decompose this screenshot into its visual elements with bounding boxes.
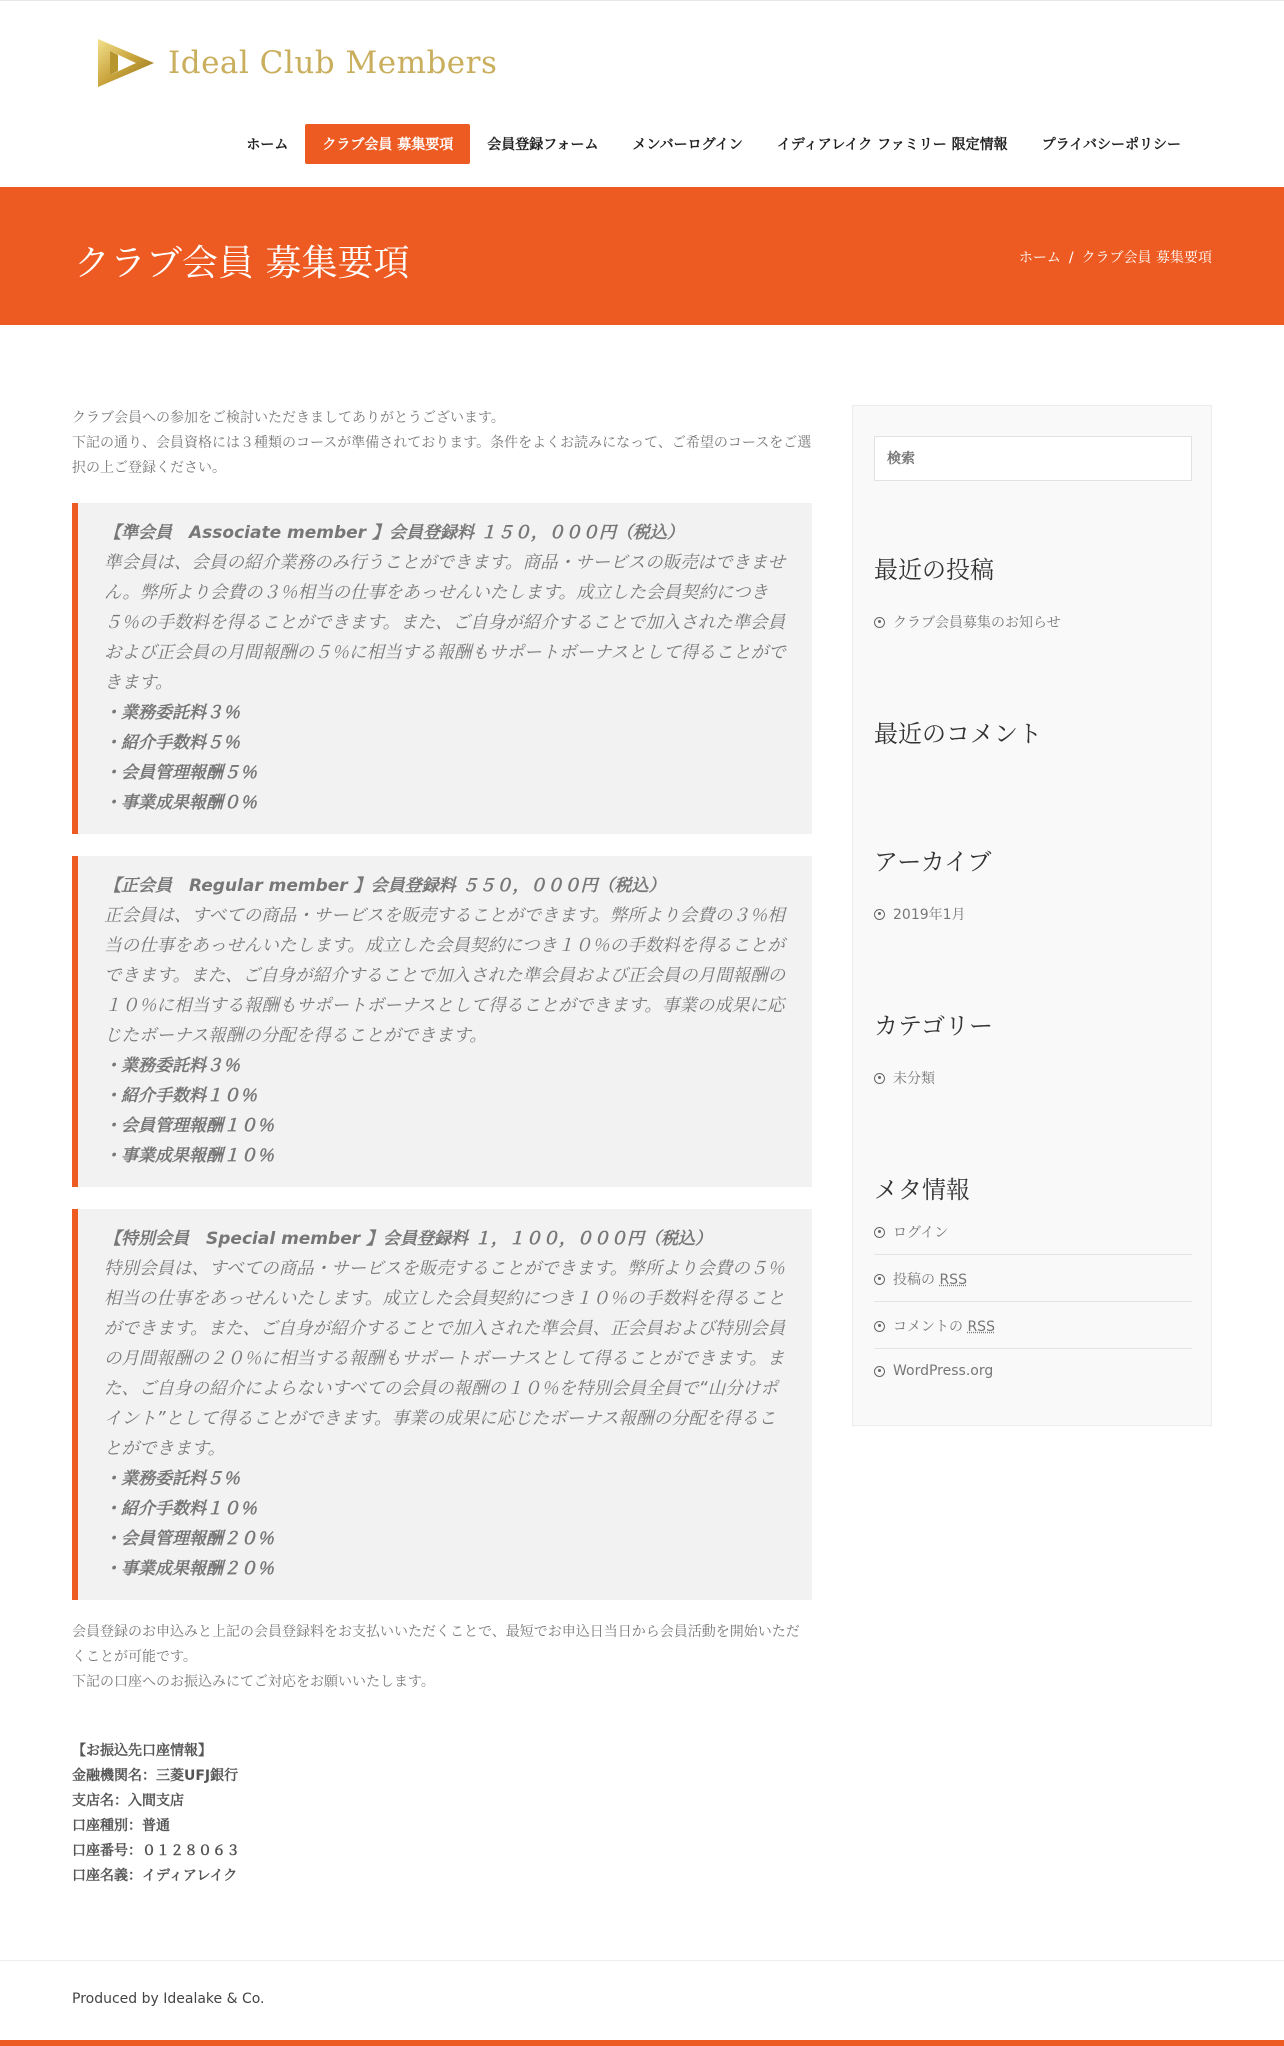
meta-divider — [874, 1348, 1192, 1349]
plan-item: ・事業成果報酬１０％ — [104, 1146, 274, 1166]
logo-triangle-icon — [96, 35, 156, 91]
bank-info — [72, 1739, 812, 1889]
meta-comments-rss-link[interactable] — [874, 1316, 1192, 1336]
site-logo[interactable] — [96, 35, 497, 91]
nav-registration-form[interactable]: 会員登録フォーム — [487, 137, 599, 153]
circle-bullet-icon — [874, 1321, 885, 1332]
nav-club-recruitment[interactable]: クラブ会員 募集要項 — [305, 124, 470, 164]
page-title: クラブ会員 募集要項 — [74, 243, 410, 284]
intro-line-1: クラブ会員への参加をご検討いただきましてありがとうございます。 — [72, 410, 505, 426]
plan-item: ・業務委託料３％ — [104, 1056, 240, 1076]
circle-bullet-icon — [874, 1274, 885, 1285]
plan-item: ・事業成果報酬０％ — [104, 793, 257, 813]
circle-bullet-icon — [874, 1366, 885, 1377]
bank-branch: 支店名：入間支店 — [72, 1793, 184, 1809]
meta-wordpress-label: WordPress.org — [893, 1363, 994, 1379]
archive-link[interactable] — [874, 904, 1192, 924]
main-content — [72, 406, 812, 1889]
recent-post-label: クラブ会員募集のお知らせ — [893, 615, 1061, 631]
plan-body: 正会員は、すべての商品・サービスを販売することができます。弊所より会費の３％相当の仕事をあっせんいたします。成立した会員契約につき１０％の手数料を得ることができます。また、ご自身が紹介することで加入された準会員および正会員の月間報酬の１０％に相当する報酬もサポートボーナスとして得ることができます。事業の成果に応じたボーナス報酬の分配を得ることができます。 — [104, 906, 786, 1046]
plan-item: ・紹介手数料１０％ — [104, 1086, 257, 1106]
archives-title: アーカイブ — [874, 848, 992, 876]
category-label: 未分類 — [893, 1071, 935, 1087]
plan-item: ・会員管理報酬１０％ — [104, 1116, 274, 1136]
plan-item: ・会員管理報酬２０％ — [104, 1529, 274, 1549]
breadcrumb-current: クラブ会員 募集要項 — [1081, 250, 1212, 266]
plan-item: ・業務委託料３％ — [104, 703, 240, 723]
plan-associate — [72, 503, 812, 834]
page-title-bar — [0, 187, 1284, 325]
bank-account-holder: 口座名義：イディアレイク — [72, 1868, 238, 1884]
intro-line-2: 下記の通り、会員資格には３種類のコースが準備されております。条件をよくお読みになって、ご希望のコースをご選択の上ご登録ください。 — [72, 435, 812, 476]
meta-posts-rss-link[interactable] — [874, 1269, 1192, 1289]
bank-account-number: 口座番号：０１２８０６３ — [72, 1843, 240, 1859]
breadcrumb-separator: / — [1068, 250, 1074, 266]
meta-login-link[interactable] — [874, 1222, 1192, 1242]
circle-bullet-icon — [874, 909, 885, 920]
payment-notice-line: 下記の口座へのお振込みにてご対応をお願いいたします。 — [72, 1674, 435, 1690]
search-input[interactable] — [874, 436, 1192, 481]
sidebar — [852, 405, 1212, 1426]
circle-bullet-icon — [874, 1073, 885, 1084]
plan-special — [72, 1209, 812, 1600]
meta-posts-rss-label: 投稿の RSS — [893, 1272, 967, 1288]
circle-bullet-icon — [874, 617, 885, 628]
recent-posts-title: 最近の投稿 — [874, 556, 994, 584]
nav-home[interactable]: ホーム — [246, 137, 289, 153]
bank-info-heading: 【お振込先口座情報】 — [72, 1743, 212, 1759]
archive-label: 2019年1月 — [893, 907, 966, 923]
meta-login-label: ログイン — [893, 1225, 949, 1241]
breadcrumb — [1019, 247, 1212, 267]
nav-privacy-policy[interactable]: プライバシーポリシー — [1041, 137, 1181, 153]
categories-title: カテゴリー — [874, 1012, 994, 1040]
footer-accent-bar — [0, 2040, 1284, 2046]
recent-post-link[interactable] — [874, 612, 1192, 632]
meta-wordpress-link[interactable] — [874, 1363, 1192, 1379]
logo-text: Ideal Club Members — [168, 45, 498, 81]
bank-account-type: 口座種別：普通 — [72, 1818, 170, 1834]
plan-heading: 【特別会員 Special member 】会員登録料 １，１００，０００円（税込） — [104, 1229, 712, 1249]
plan-item: ・紹介手数料１０％ — [104, 1499, 257, 1519]
recent-comments-title: 最近のコメント — [874, 720, 1042, 748]
meta-title: メタ情報 — [874, 1176, 970, 1204]
payment-notice — [72, 1620, 812, 1695]
plan-heading: 【正会員 Regular member 】会員登録料 ５５０，０００円（税込） — [104, 876, 666, 896]
plan-item: ・会員管理報酬５％ — [104, 763, 257, 783]
payment-notice-line: 会員登録のお申込みと上記の会員登録料をお支払いいただくことで、最短でお申込日当日から会員活動を開始いただくことが可能です。 — [72, 1624, 800, 1665]
main-nav — [229, 124, 1198, 164]
nav-member-login[interactable]: メンバーログイン — [632, 137, 743, 153]
category-link[interactable] — [874, 1068, 1192, 1088]
meta-divider — [874, 1254, 1192, 1255]
footer-divider — [0, 1960, 1284, 1961]
breadcrumb-home[interactable]: ホーム — [1018, 250, 1061, 266]
footer-credit: Produced by Idealake & Co. — [72, 1991, 265, 2007]
meta-comments-rss-label: コメントの RSS — [893, 1319, 995, 1335]
bank-name: 金融機関名：三菱UFJ銀行 — [72, 1768, 239, 1784]
site-header — [0, 0, 1284, 187]
plan-body: 特別会員は、すべての商品・サービスを販売することができます。弊所より会費の５％相当の仕事をあっせんいたします。成立した会員契約につき１０％の手数料を得ることができます。また、ご自身が紹介することで加入された準会員、正会員および特別会員の月間報酬の２０％に相当する報酬もサポートボーナスとして得ることができます。また、ご自身の紹介によらないすべての会員の報酬の１０％を特別会員全員で“山分けポイント”として得ることができます。事業の成果に応じたボーナス報酬の分配を得ることができます。 — [104, 1259, 786, 1459]
plan-heading: 【準会員 Associate member 】会員登録料 １５０，０００円（税込） — [104, 523, 684, 543]
plan-regular — [72, 856, 812, 1187]
plan-item: ・事業成果報酬２０％ — [104, 1559, 274, 1579]
circle-bullet-icon — [874, 1227, 885, 1238]
plan-item: ・紹介手数料５％ — [104, 733, 240, 753]
plan-item: ・業務委託料５％ — [104, 1469, 240, 1489]
meta-divider — [874, 1301, 1192, 1302]
nav-family-info[interactable]: イディアレイク ファミリー 限定情報 — [776, 137, 1008, 153]
plan-body: 準会員は、会員の紹介業務のみ行うことができます。商品・サービスの販売はできません。弊所より会費の３％相当の仕事をあっせんいたします。成立した会員契約につき５％の手数料を得ることができます。また、ご自身が紹介することで加入された準会員および正会員の月間報酬の５％に相当する報酬もサポートボーナスとして得ることができます。 — [104, 553, 786, 693]
